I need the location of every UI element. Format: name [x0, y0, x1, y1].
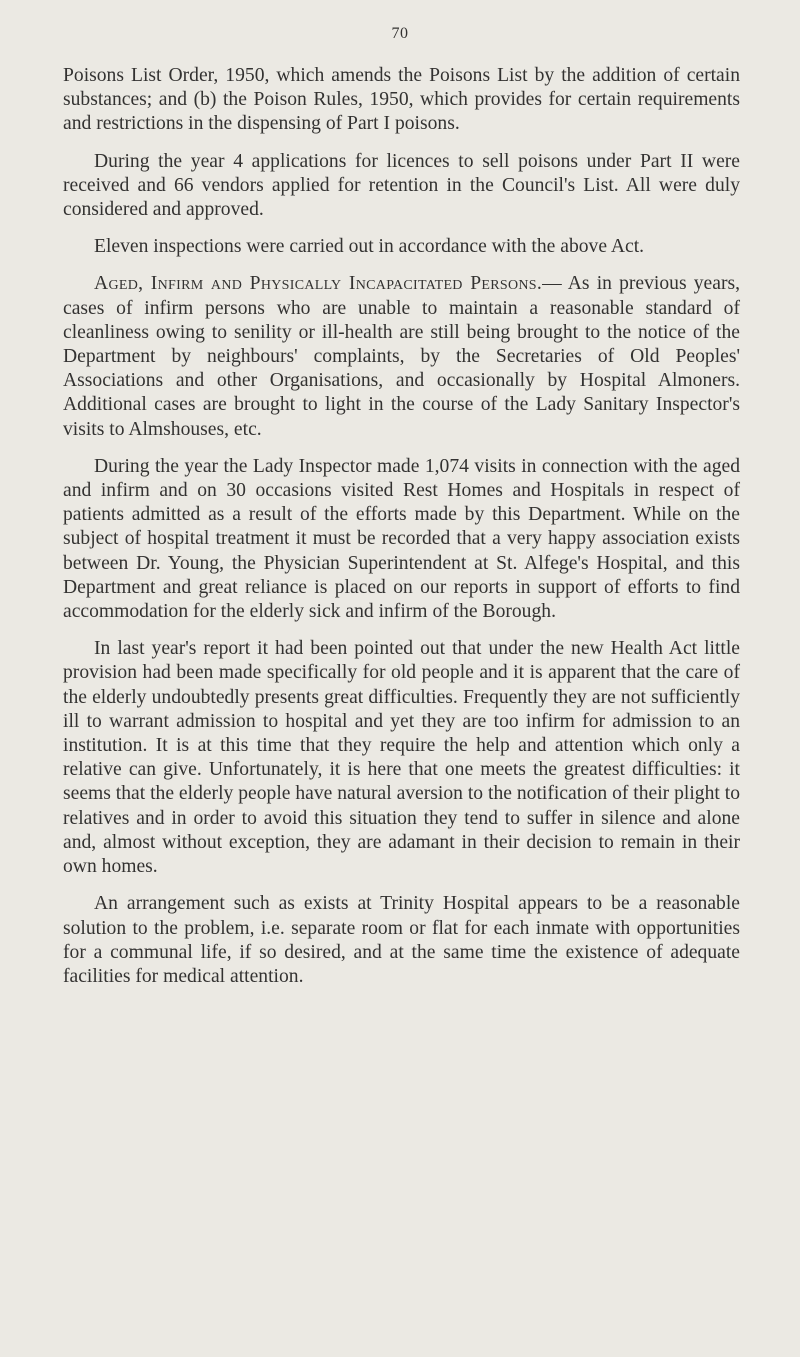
paragraph-health-act: In last year's report it had been pointed out that under the new Health Act little provision had been made specifically for old people and it is apparent that the care of the elderly undoubtedly presents great difficulties. Frequently they are not sufficiently ill to warrant admission to hospital and yet they are too infirm for admission to an institution. It is at this time that they require the help and attention which only a relative can give. Unfortunately, it is here that one meets the greatest difficulties: it seems that the elderly people have natural aversion to the notification of their plight to relatives and in order to avoid this situation they tend to suffer in silence and alone and, almost without exception, they are adamant in their decision to remain in their own homes.: [63, 638, 740, 878]
paragraph-inspections: Eleven inspections were carried out in accordance with the above Act.: [94, 236, 645, 258]
paragraph-poison-licences: During the year 4 applications for licences to sell poisons under Part II were received and 66 vendors applied for retention in the Council's List. All were duly considered and approved.: [63, 150, 740, 221]
page-number: 70: [391, 25, 409, 42]
paragraph-aged-infirm: [63, 272, 740, 441]
paragraph-poisons-list-order: Poisons List Order, 1950, which amends the Poisons List by the addition of certain substances; and (b) the Poison Rules, 1950, which provides for certain requirements and restrictions in the dispensing of Part I poisons.: [63, 65, 740, 135]
section-heading-aged-infirm: Aged, Infirm and Physically Incapacitated Persons.: [94, 273, 543, 295]
paragraph-lady-inspector-visits: During the year the Lady Inspector made 1,074 visits in connection with the aged and infirm and on 30 occasions visited Rest Homes and Hospitals in respect of patients admitted as a result of the efforts made by this Department. While on the subject of hospital treatment it must be recorded that a very happy association exists between Dr. Young, the Physician Superintendent at St. Alfege's Hospital, and this Department and great reliance is placed on our reports in support of efforts to find accommodation for the elderly sick and infirm of the Borough.: [63, 455, 740, 623]
paragraph-trinity-hospital: An arrangement such as exists at Trinity Hospital appears to be a reasonable solution to the problem, i.e. separate room or flat for each inmate with opportunities for a communal life, if so desired, and at the same time the existence of adequate facilities for medical attention.: [63, 893, 740, 987]
paragraph-aged-infirm-text: — As in previous years, cases of infirm persons who are unable to maintain a reasonable standard of cleanliness owing to senility or ill-health are still being brought to the notice of the Department by neighbours' complaints, by the Secretaries of Old Peoples' Associations and other Organisations, and occasionally by Hospital Almoners. Additional cases are brought to light in the course of the Lady Sanitary Inspector's visits to Almshouses, etc.: [63, 273, 740, 440]
body-text: [63, 64, 740, 1002]
